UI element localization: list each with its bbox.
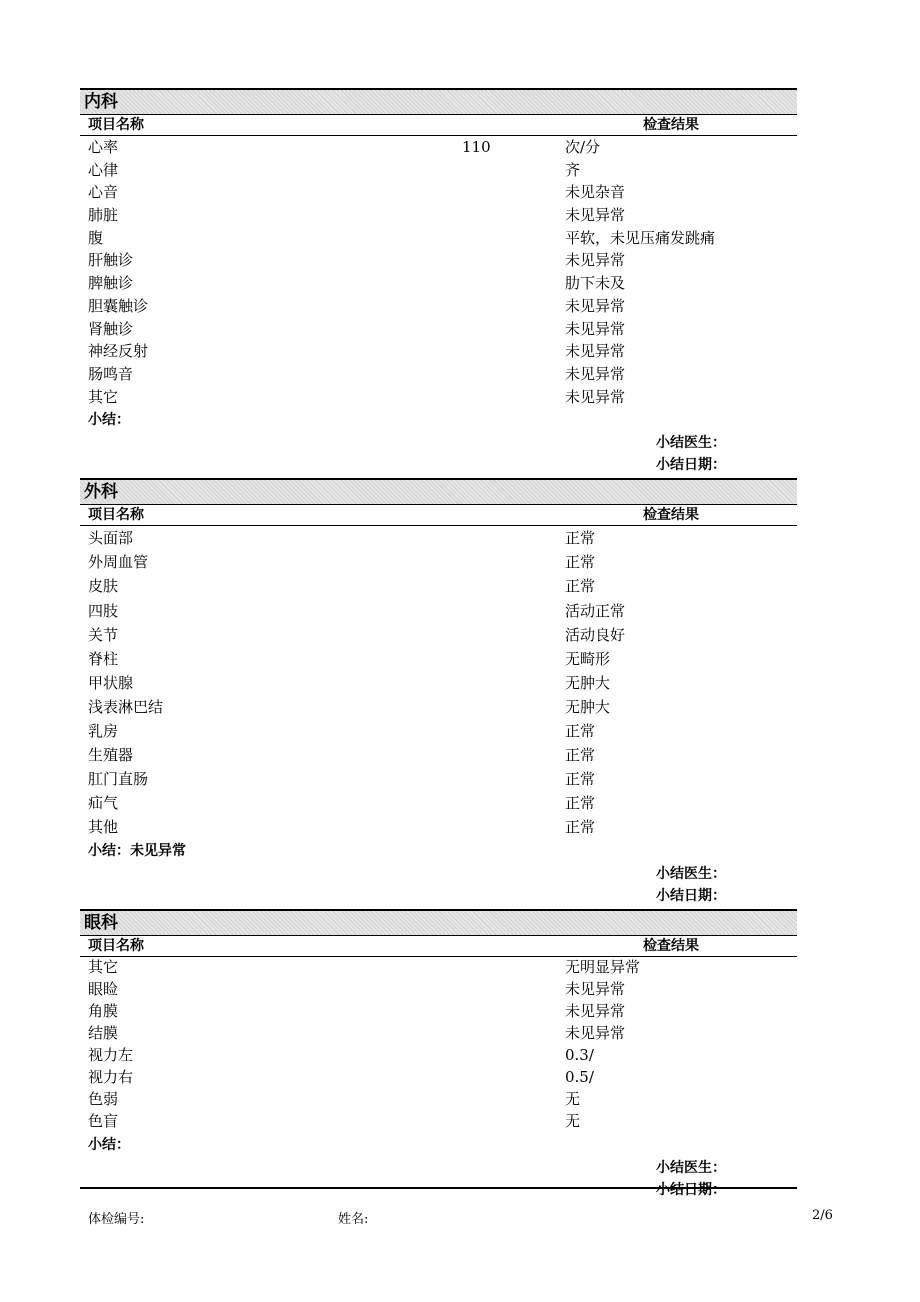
section-title: 外科 <box>80 478 797 505</box>
footer-name-label: 姓名: <box>338 1212 369 1227</box>
item-result: 0.3/ <box>565 1046 594 1065</box>
table-row <box>80 647 797 671</box>
table-row <box>80 227 797 250</box>
item-name: 生殖器 <box>88 746 134 765</box>
table-row <box>80 1045 797 1067</box>
item-result: 活动良好 <box>565 625 626 644</box>
item-result: 未见异常 <box>565 296 626 315</box>
item-name: 色盲 <box>88 1111 119 1130</box>
item-name: 疝气 <box>88 794 119 813</box>
item-result: 活动正常 <box>565 601 626 620</box>
item-result: 正常 <box>565 746 596 765</box>
item-name: 色弱 <box>88 1089 119 1108</box>
item-value: 110 <box>462 138 491 156</box>
item-result: 正常 <box>565 722 596 740</box>
item-name: 四肢 <box>88 601 119 620</box>
item-result: 未见异常 <box>565 1024 626 1043</box>
summary-doctor: 小结医生： <box>656 435 726 452</box>
section-title: 眼科 <box>80 909 797 936</box>
item-result: 0.5/ <box>565 1067 594 1086</box>
item-result: 未见异常 <box>565 206 626 225</box>
summary: 小结： <box>88 1136 130 1153</box>
item-name: 外周血管 <box>88 553 149 572</box>
item-name: 结膜 <box>88 1024 119 1043</box>
item-name: 甲状腺 <box>88 673 134 692</box>
column-result: 检查结果 <box>643 117 699 133</box>
item-result: 正常 <box>565 553 596 572</box>
item-name: 心音 <box>88 183 119 202</box>
table-row <box>80 791 797 815</box>
item-name: 肾触诊 <box>88 319 134 338</box>
section-ophthalmology <box>80 909 797 1200</box>
item-result: 平软，未见压痛发跳痛 <box>565 228 716 247</box>
item-name: 视力右 <box>88 1067 134 1086</box>
footer-divider <box>80 1187 797 1189</box>
table-row <box>80 204 797 227</box>
column-header <box>80 115 797 136</box>
rows <box>80 957 797 1132</box>
item-result: 次/分 <box>565 138 601 156</box>
footer-exam-no-label: 体检编号: <box>88 1212 145 1227</box>
column-header <box>80 936 797 957</box>
item-result: 未见异常 <box>565 251 626 270</box>
item-result: 正常 <box>565 529 596 548</box>
table-row <box>80 318 797 341</box>
item-name: 胆囊触诊 <box>88 296 149 315</box>
table-row <box>80 671 797 695</box>
item-result: 无 <box>565 1111 581 1130</box>
section-internal-medicine <box>80 88 797 476</box>
item-name: 肝触诊 <box>88 251 134 270</box>
column-header <box>80 505 797 526</box>
item-result: 未见异常 <box>565 387 626 406</box>
table-row <box>80 695 797 719</box>
column-item-name: 项目名称 <box>88 938 144 955</box>
item-name: 神经反射 <box>88 342 149 361</box>
item-result: 未见异常 <box>565 364 626 383</box>
summary: 小结：未见异常 <box>88 843 186 860</box>
item-result: 无肿大 <box>565 697 611 716</box>
table-row <box>80 623 797 647</box>
table-row <box>80 181 797 204</box>
table-row <box>80 340 797 363</box>
item-name: 头面部 <box>88 529 134 548</box>
item-result: 正常 <box>565 794 596 813</box>
table-row <box>80 743 797 767</box>
table-row <box>80 574 797 598</box>
table-row <box>80 1023 797 1045</box>
item-result: 未见异常 <box>565 980 626 999</box>
section-title: 内科 <box>80 88 797 115</box>
item-result: 正常 <box>565 818 596 837</box>
summary-date: 小结日期： <box>656 457 726 474</box>
item-name: 肠鸣音 <box>88 364 134 383</box>
item-result: 无 <box>565 1089 581 1108</box>
table-row <box>80 1067 797 1089</box>
footer-page-number: 2/6 <box>812 1208 833 1223</box>
item-name: 乳房 <box>88 722 119 740</box>
item-name: 其它 <box>88 958 119 977</box>
summary-doctor: 小结医生： <box>656 1159 726 1176</box>
item-name: 视力左 <box>88 1046 134 1065</box>
summary: 小结： <box>88 412 130 429</box>
item-name: 眼睑 <box>88 980 119 999</box>
table-row <box>80 159 797 182</box>
item-result: 肋下未及 <box>565 274 626 293</box>
report-page <box>80 88 797 1201</box>
item-name: 心律 <box>88 160 119 179</box>
item-name: 心率 <box>88 138 119 156</box>
table-row <box>80 719 797 743</box>
item-result: 无畸形 <box>565 649 611 668</box>
table-row <box>80 1001 797 1023</box>
item-result: 未见异常 <box>565 1002 626 1021</box>
table-row <box>80 599 797 623</box>
table-row <box>80 295 797 318</box>
summary-date: 小结日期： <box>656 1181 726 1198</box>
item-name: 肛门直肠 <box>88 770 149 789</box>
table-row <box>80 1089 797 1111</box>
table-row <box>80 363 797 386</box>
item-result: 无肿大 <box>565 673 611 692</box>
rows <box>80 136 797 408</box>
item-name: 腹 <box>88 228 104 247</box>
section-surgery <box>80 478 797 907</box>
table-row <box>80 272 797 295</box>
column-item-name: 项目名称 <box>88 117 144 133</box>
item-name: 关节 <box>88 625 119 644</box>
item-name: 脊柱 <box>88 649 119 668</box>
item-result: 未见异常 <box>565 342 626 361</box>
table-row <box>80 249 797 272</box>
column-item-name: 项目名称 <box>88 507 144 524</box>
table-row <box>80 386 797 409</box>
table-row <box>80 136 797 159</box>
table-row <box>80 550 797 574</box>
summary-date: 小结日期： <box>656 888 726 905</box>
item-name: 肺脏 <box>88 206 119 225</box>
table-row <box>80 526 797 550</box>
table-row <box>80 1111 797 1133</box>
item-name: 其他 <box>88 818 119 837</box>
item-result: 未见杂音 <box>565 183 626 202</box>
item-result: 正常 <box>565 770 596 789</box>
item-result: 无明显异常 <box>565 958 641 977</box>
item-name: 角膜 <box>88 1002 119 1021</box>
summary-doctor: 小结医生： <box>656 866 726 883</box>
item-result: 正常 <box>565 577 596 596</box>
table-row <box>80 815 797 839</box>
item-name: 其它 <box>88 387 119 406</box>
item-result: 齐 <box>565 160 581 179</box>
column-result: 检查结果 <box>643 507 699 524</box>
table-row <box>80 767 797 791</box>
table-row <box>80 957 797 979</box>
item-name: 浅表淋巴结 <box>88 697 164 716</box>
item-name: 皮肤 <box>88 577 119 596</box>
rows <box>80 526 797 839</box>
item-result: 未见异常 <box>565 319 626 338</box>
item-name: 脾触诊 <box>88 274 134 293</box>
table-row <box>80 979 797 1001</box>
column-result: 检查结果 <box>643 938 699 955</box>
